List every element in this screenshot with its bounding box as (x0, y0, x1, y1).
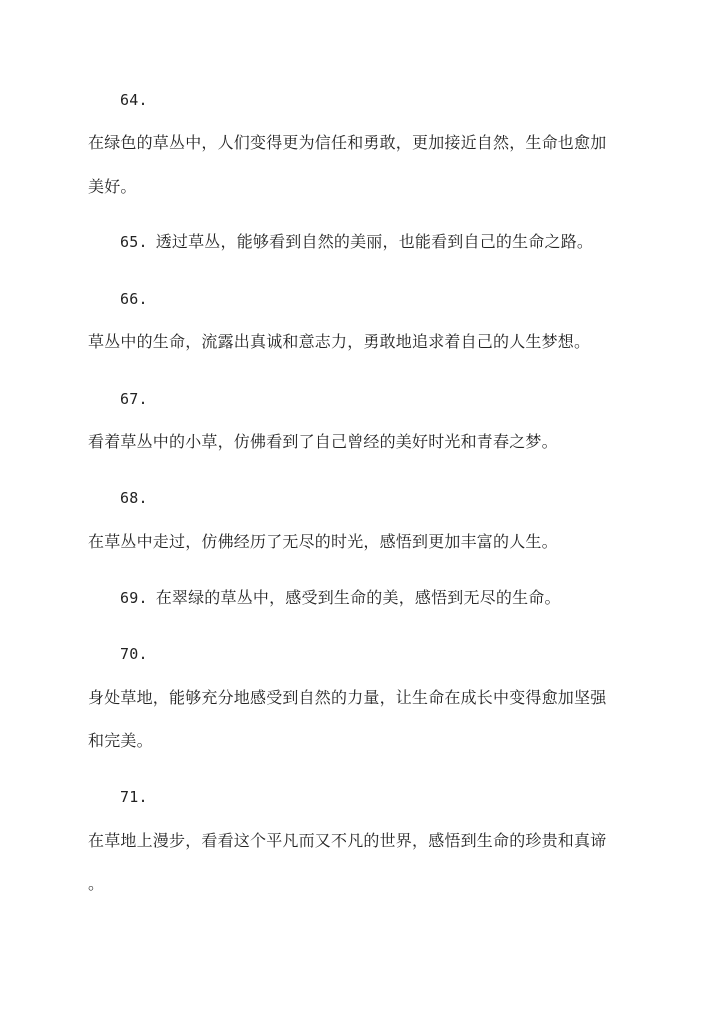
entry-text-line: 在草丛中走过，仿佛经历了无尽的时光，感悟到更加丰富的人生。 (88, 532, 558, 551)
entry-number: 67. (120, 390, 148, 408)
entry-text-line: 。 (88, 874, 105, 893)
entry-text-line: 和完美。 (88, 731, 153, 750)
entry-number: 66. (120, 290, 148, 308)
entry-text-line: 看着草丛中的小草，仿佛看到了自己曾经的美好时光和青春之梦。 (88, 432, 558, 451)
entry-number: 65. (120, 233, 148, 251)
entry-text-line: 草丛中的生命，流露出真诚和意志力，勇敢地追求着自己的人生梦想。 (88, 332, 591, 351)
entry-number: 70. (120, 645, 148, 663)
entry-text-line: 在绿色的草丛中，人们变得更为信任和勇敢，更加接近自然，生命也愈加 (88, 133, 607, 152)
entry-inline (120, 588, 561, 608)
entry-text: 在翠绿的草丛中，感受到生命的美，感悟到无尽的生命。 (155, 588, 561, 607)
entry-number: 71. (120, 788, 148, 806)
entry-text: 透过草丛，能够看到自然的美丽，也能看到自己的生命之路。 (155, 232, 594, 251)
entry-inline (120, 232, 593, 252)
entry-text-line: 在草地上漫步，看看这个平凡而又不凡的世界，感悟到生命的珍贵和真谛 (88, 831, 607, 850)
entry-text-line: 美好。 (88, 177, 137, 196)
entry-number: 68. (120, 489, 148, 507)
entry-number: 69. (120, 589, 148, 607)
entry-number: 64. (120, 91, 148, 109)
entry-text-line: 身处草地，能够充分地感受到自然的力量，让生命在成长中变得愈加坚强 (88, 688, 607, 707)
